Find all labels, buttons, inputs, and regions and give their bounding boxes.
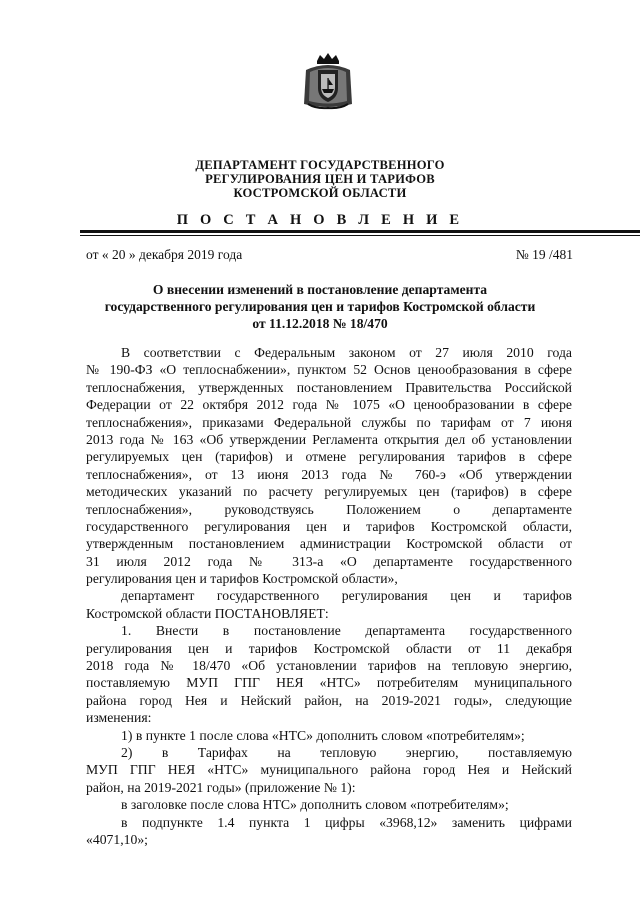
department-name-line-2: РЕГУЛИРОВАНИЯ ЦЕН И ТАРИФОВ	[205, 172, 435, 186]
body-line: теплоснабжения», от 13 июня 2013 года № 760-э «Об утверждении	[86, 466, 572, 482]
body-line: методических указаний по расчету регулируемых цен (тарифов) в сфере	[86, 484, 572, 500]
document-title-line-2: государственного регулирования цен и тарифов Костромской области	[104, 299, 536, 314]
body-line: в подпункте 1.4 пункта 1 цифры «3968,12» заменить цифрами	[121, 814, 572, 830]
body-line: Федерации от 22 октября 2012 года № 1075 «О ценообразовании в сфере	[86, 397, 572, 413]
body-line: В соответствии с Федеральным законом от 27 июля 2010 года	[121, 345, 572, 360]
body-line: поставляемую МУП ГПГ НЕЯ «НТС» потребителям муниципального	[86, 675, 572, 691]
document-title-line-3: от 11.12.2018 № 18/470	[252, 316, 388, 331]
body-line: регулируемых цен (тарифов) и отмене регулирования тарифов в сфере	[86, 449, 572, 465]
body-line: 2) в Тарифах на тепловую энергию, поставляемую	[121, 744, 572, 760]
document-date: от « 20 » декабря 2019 года	[86, 247, 243, 262]
body-line: утвержденным постановлением администрации Костромской области от	[86, 536, 572, 552]
document-title-line-1: О внесении изменений в постановление департамента	[152, 282, 488, 297]
body-line: 2018 года № 18/470 «Об установлении тарифов на тепловую энергию,	[86, 658, 572, 674]
department-name-line-3: КОСТРОМСКОЙ ОБЛАСТИ	[233, 186, 407, 200]
header-rule-thick	[80, 230, 640, 233]
document-type: П О С Т А Н О В Л Е Н И Е	[176, 212, 464, 228]
body-line: изменения:	[86, 710, 152, 726]
body-line: регулирования цен и тарифов Костромской области от 11 декабря	[86, 640, 572, 656]
body-line: 1. Внести в постановление департамента государственного	[121, 623, 572, 639]
body-line: «4071,10»;	[86, 831, 148, 847]
body-line: 31 июля 2012 года № 313-а «О департаменте государственного	[86, 553, 572, 569]
coat-of-arms-icon	[302, 52, 354, 110]
department-name-line-1: ДЕПАРТАМЕНТ ГОСУДАРСТВЕННОГО	[195, 158, 445, 172]
body-line: 1) в пункте 1 после слова «НТС» дополнить словом «потребителям»;	[121, 727, 525, 743]
body-line: Костромской области ПОСТАНОВЛЯЕТ:	[86, 605, 329, 621]
body-line: района город Нея и Нейский район, на 2019-2021 годы», следующие	[86, 692, 572, 708]
body-line: район, на 2019-2021 годы» (приложение № 1):	[86, 779, 356, 795]
body-line: департамент государственного регулирования цен и тарифов	[121, 588, 572, 604]
body-line: государственного регулирования цен и тарифов Костромской области,	[86, 518, 572, 534]
header-rule-thin	[80, 235, 640, 236]
body-line: регулирования цен и тарифов Костромской области»,	[86, 571, 398, 587]
body-line: теплоснабжения, утвержденных постановлением Правительства Российской	[86, 379, 572, 395]
body-line: 2013 года № 163 «Об утверждении Регламента открытия дел об установлении	[86, 431, 572, 447]
document-number: № 19 /481	[515, 247, 573, 262]
body-line: МУП ГПГ НЕЯ «НТС» муниципального района город Нея и Нейский	[86, 762, 572, 778]
document-body	[86, 344, 572, 848]
body-line: в заголовке после слова НТС» дополнить словом «потребителям»;	[121, 797, 509, 813]
body-line: № 190-ФЗ «О теплоснабжении», пунктом 52 Основ ценообразования в сфере	[86, 362, 572, 378]
body-line: теплоснабжения», руководствуясь Положением о департаменте	[86, 501, 572, 517]
body-line: теплоснабжения», приказами Федеральной службы по тарифам от 7 июня	[86, 414, 572, 430]
